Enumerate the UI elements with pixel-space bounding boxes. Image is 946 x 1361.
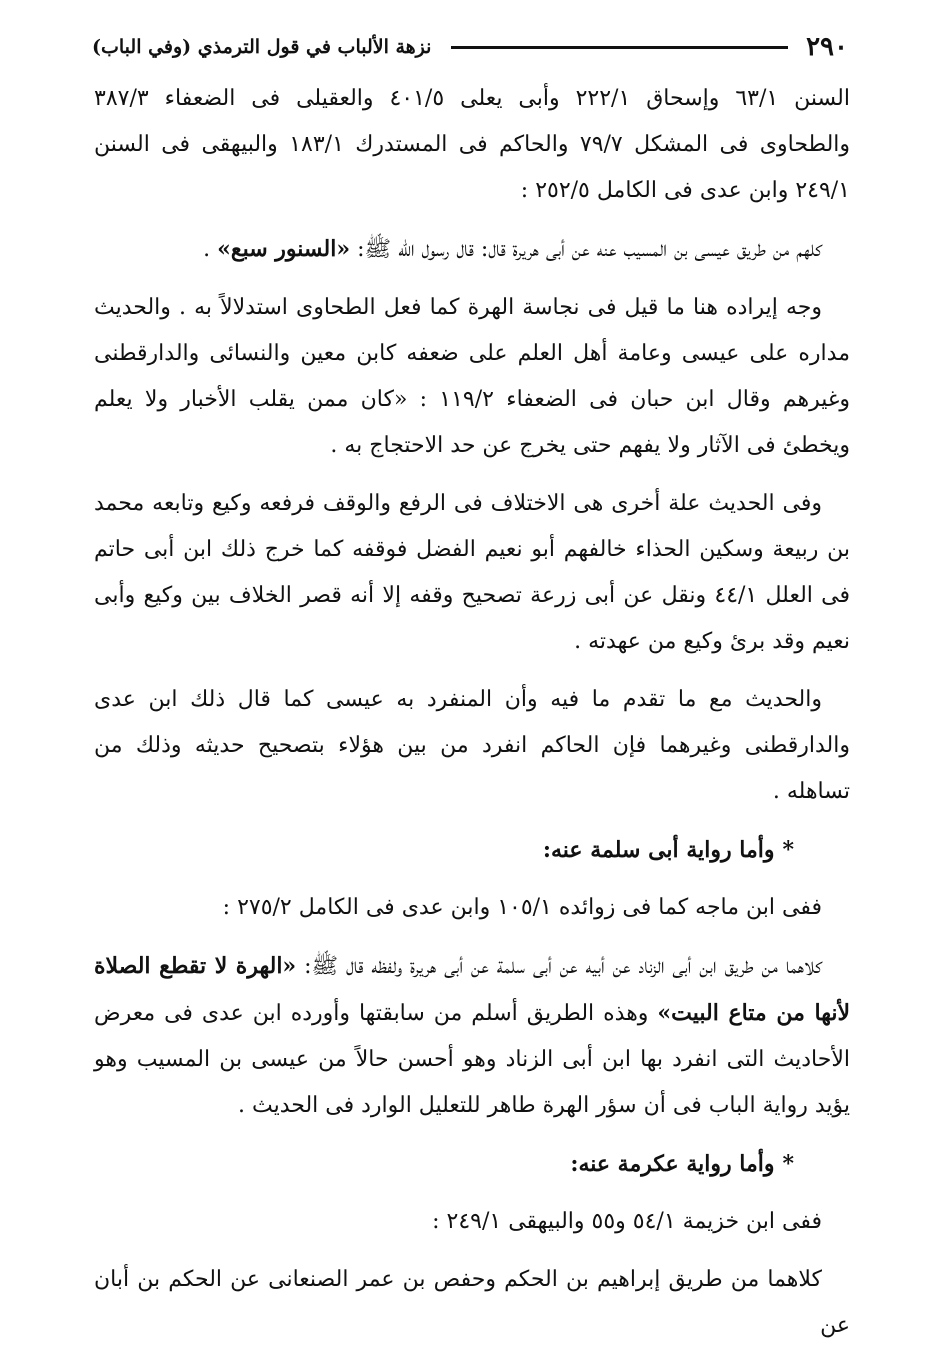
- heading-text: وأما رواية عكرمة عنه:: [570, 1151, 775, 1177]
- paragraph-isa-chain: [94, 226, 850, 273]
- paragraph-conclusion: [94, 677, 850, 815]
- paragraph-citations: [94, 76, 850, 214]
- paragraph-text: وفى الحديث علة أخرى هى الاختلاف فى الرفع والوقف فرفعه وكيع وتابعه محمد بن ربيعة وسكين الحذاء خالفهم أبو نعيم الفضل فوقفه كما خرج ذلك ابن أبى حاتم فى العلل ٤٤/١ ونقل عن أبى زرعة تصحيح وقفه إلا أنه قصر الخلاف بين وكيع وأبى نعيم وقد برئ وكيع من عهدته .: [94, 491, 850, 654]
- paragraph-text: ففى ابن ماجه كما فى زوائده ١٠٥/١ وابن عدى فى الكامل ٢٧٥/٢ :: [222, 895, 822, 920]
- paragraph-abi-salama-text: [94, 943, 850, 1129]
- paragraph-text: كلاهما من طريق إبراهيم بن الحكم وحفص بن عمر الصنعانى عن الحكم بن أبان عن: [94, 1267, 850, 1338]
- paragraph-text: والحديث مع ما تقدم ما فيه وأن المنفرد به عيسى كما قال ذلك ابن عدى والدارقطنى وغيرهما فإن الحاكم انفرد من بين هؤلاء بتصحيح حديثه وذلك من تساهله .: [94, 687, 850, 804]
- paragraph-text: .: [203, 237, 218, 262]
- page-body: [94, 76, 850, 1361]
- hadith-quote: «الهرة لا تقطع الصلاة لأنها من متاع البيت»: [94, 953, 850, 1026]
- paragraph-reasoning: [94, 285, 850, 469]
- paragraph-text: كلاهما من طريق ابن أبى الزناد عن أبيه عن أبى سلمة عن أبى هريرة ولفظه قال ﷺ:: [304, 954, 822, 979]
- paragraph-text: السنن ٦٣/١ وإسحاق ٢٢٢/١ وأبى يعلى ٤٠١/٥ والعقيلى فى الضعفاء ٣٨٧/٣ والطحاوى فى المشكل ٧٩/٧ والحاكم فى المستدرك ١٨٣/١ والبيهقى فى السنن ٢٤٩/١ وابن عدى فى الكامل ٢٥٢/٥ :: [94, 86, 851, 203]
- paragraph-text: وجه إيراده هنا ما قيل فى نجاسة الهرة كما فعل الطحاوى استدلالاً به . والحديث مداره على عيسى وعامة أهل العلم على ضعفه كابن معين والنسائى والدارقطنى وغيرهم وقال ابن حبان فى الضعفاء ١١٩/٢ : «كان ممن يقلب الأخبار ولا يعلم ويخطئ فى الآثار ولا يفهم حتى يخرج عن حد الاحتجاج به .: [94, 295, 850, 458]
- heading-text: وأما رواية أبى سلمة عنه:: [542, 837, 775, 863]
- paragraph-illa: [94, 481, 850, 665]
- page-number: ٢٩٠: [806, 32, 848, 62]
- paragraph-ikrima-text: [94, 1257, 850, 1349]
- asterisk-icon: *: [782, 1151, 794, 1177]
- page-header: [92, 30, 848, 64]
- asterisk-icon: *: [782, 837, 794, 863]
- paragraph-ikrima-source: [94, 1199, 850, 1245]
- header-rule: [451, 46, 788, 49]
- running-title: نزهة الألباب في قول الترمذي (وفي الباب): [92, 36, 432, 58]
- paragraph-text: وهذه الطريق أسلم من سابقتها وأورده ابن عدى فى معرض الأحاديث التى انفرد بها ابن أبى الزناد وهو أحسن حالاً من عيسى بن المسيب وهو يؤيد رواية الباب فى أن سؤر الهرة طاهر للتعليل الوارد فى الحديث .: [94, 1001, 850, 1118]
- hadith-quote: «السنور سبع»: [217, 236, 351, 262]
- paragraph-text: كلهم من طريق عيسى بن المسيب عنه عن أبى هريرة قال: قال رسول الله ﷺ:: [357, 237, 822, 262]
- paragraph-text: ففى ابن خزيمة ٥٤/١ و٥٥ والبيهقى ٢٤٩/١ :: [432, 1209, 822, 1234]
- section-heading-abi-salama: [94, 827, 850, 873]
- paragraph-abi-salama-source: [94, 885, 850, 931]
- section-heading-ikrima: [94, 1141, 850, 1187]
